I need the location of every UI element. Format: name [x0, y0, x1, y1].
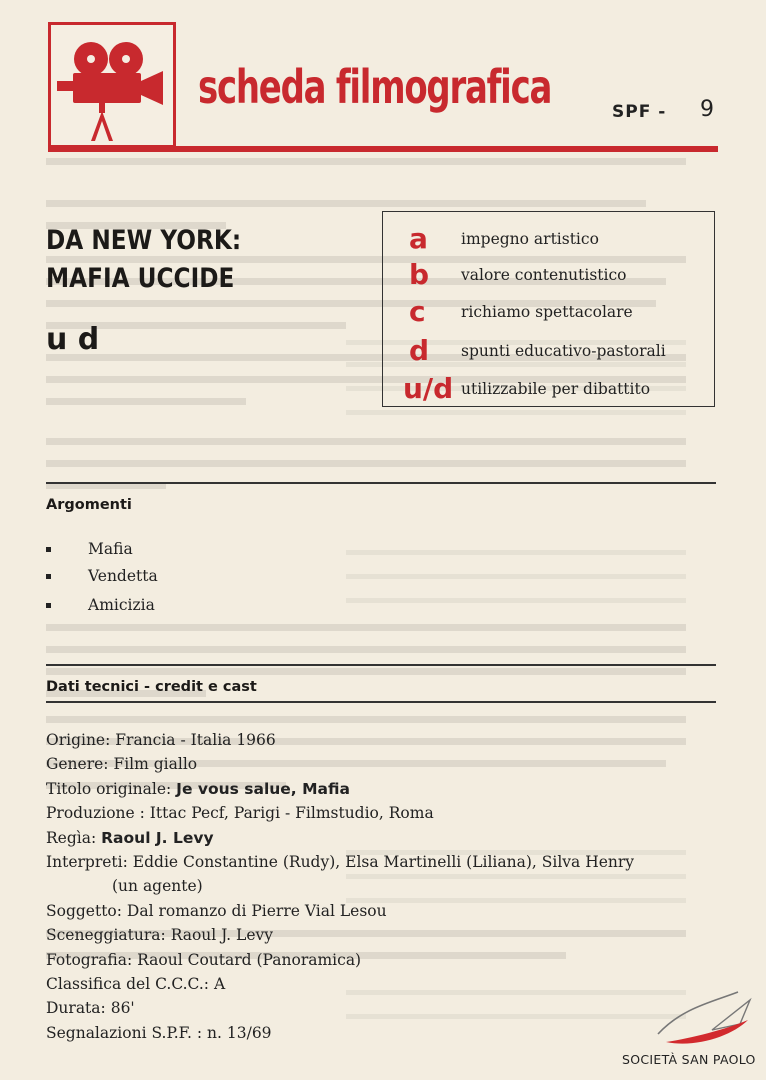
credit-label: Soggetto:: [46, 901, 122, 920]
film-camera-logo: [48, 22, 176, 148]
credit-value: Raoul J. Levy: [170, 926, 274, 945]
legend-row: [383, 224, 716, 254]
credit-line: [46, 850, 726, 874]
legend-code: b: [409, 258, 430, 291]
credit-label: Segnalazioni S.P.F. :: [46, 1023, 203, 1042]
credit-label: Regìa:: [46, 828, 97, 847]
credit-label: Durata:: [46, 999, 106, 1018]
legend-code: d: [409, 334, 430, 367]
bullet-icon: [46, 603, 51, 608]
credit-value: Film giallo: [113, 755, 198, 774]
legend-code: c: [409, 295, 426, 328]
legend-row: [383, 374, 716, 404]
legend-row: [383, 336, 716, 366]
legend-row: [383, 297, 716, 327]
credit-label: Origine:: [46, 731, 111, 749]
series-label: SPF -: [612, 102, 667, 122]
legend-text: spunti educativo-pastorali: [461, 342, 666, 360]
legend-text: richiamo spettacolare: [461, 303, 633, 321]
technical-credits: [46, 728, 726, 1045]
bullet-icon: [46, 547, 51, 552]
film-camera-icon: [51, 25, 173, 145]
credit-label: Sceneggiatura:: [46, 926, 166, 945]
film-title-line2: MAFIA UCCIDE: [46, 263, 235, 294]
dati-tecnici-heading: Dati tecnici - credit e cast: [46, 679, 257, 695]
argomenti-heading: Argomenti: [46, 497, 132, 513]
credit-value: Eddie Constantine (Rudy), Elsa Martinelli (Liliana), Silva Henry: [132, 853, 635, 872]
argomento-text: Vendetta: [88, 567, 158, 585]
header-divider: [48, 146, 718, 152]
credit-line: [46, 752, 726, 776]
credit-line: [46, 728, 726, 752]
credit-line: [46, 874, 726, 898]
credit-value: Je vous salue, Mafia: [176, 779, 350, 798]
credit-line: [46, 801, 726, 825]
credit-label: Titolo originale:: [46, 779, 172, 798]
legend-code: u/d: [403, 372, 454, 405]
credit-line: [46, 923, 726, 947]
credit-line: [46, 777, 726, 801]
credit-line: [46, 826, 726, 850]
section-divider: [46, 482, 716, 484]
credit-label: Fotografia:: [46, 950, 133, 969]
credit-value: Ittac Pecf, Parigi - Filmstudio, Roma: [149, 804, 434, 823]
legend-code: a: [409, 222, 428, 255]
argomento-text: Mafia: [88, 540, 133, 558]
page-title: scheda filmografica: [198, 60, 552, 114]
publisher-logo-icon: [652, 990, 752, 1052]
credit-line: [46, 948, 726, 972]
legend-text: utilizzabile per dibattito: [461, 380, 651, 398]
legend-row: [383, 260, 716, 290]
credit-label: Produzione :: [46, 804, 145, 823]
credit-label: Genere:: [46, 755, 109, 774]
film-title: [46, 222, 330, 298]
film-rating: u d: [46, 322, 100, 357]
series-number: 9: [700, 97, 714, 122]
credit-value: Raoul Coutard (Panoramica): [137, 950, 362, 969]
credit-value: n. 13/69: [207, 1023, 272, 1042]
legend-text: impegno artistico: [461, 230, 599, 248]
credit-value: Raoul J. Levy: [101, 828, 214, 847]
section-divider: [46, 701, 716, 703]
credit-label: Interpreti:: [46, 853, 128, 872]
film-title-line1: DA NEW YORK:: [46, 225, 242, 256]
credit-value: Dal romanzo di Pierre Vial Lesou: [126, 901, 387, 920]
section-divider: [46, 664, 716, 666]
bullet-icon: [46, 574, 51, 579]
credit-line: [46, 996, 726, 1020]
credit-value: Francia - Italia 1966: [115, 731, 276, 749]
credit-line: [46, 899, 726, 923]
legend-text: valore contenutistico: [461, 266, 627, 284]
credit-label: Classifica del C.C.C.:: [46, 975, 210, 994]
argomento-text: Amicizia: [88, 596, 155, 614]
rating-legend: [382, 211, 715, 407]
credit-line: [46, 1021, 726, 1045]
credit-value: 86': [110, 999, 135, 1018]
publisher-name: SOCIETÀ SAN PAOLO: [622, 1052, 756, 1067]
credit-value: A: [213, 975, 226, 994]
credit-line: [46, 972, 726, 996]
credit-value: (un agente): [112, 877, 203, 896]
